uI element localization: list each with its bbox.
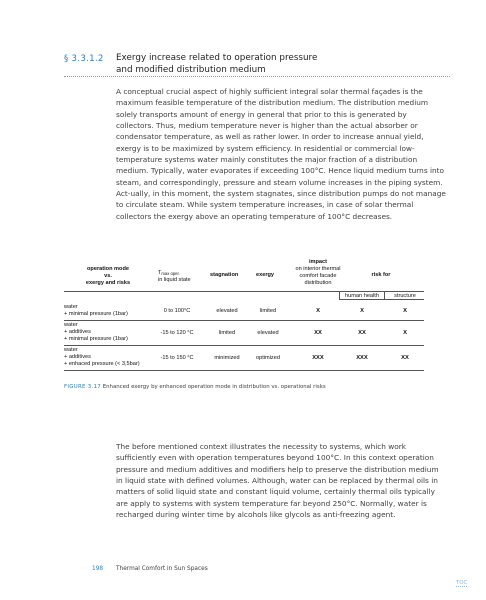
row-2-stagnation: limited (218, 330, 236, 336)
header-impact-line-3: comfort facade (299, 273, 337, 279)
table-rule (339, 299, 424, 300)
header-operation-mode (72, 266, 144, 287)
section-title-line-1: Exergy increase related to operation pressure (116, 53, 318, 63)
row-2-exergy: elevated (257, 330, 279, 336)
header-impact-line-2: on interior thermal (295, 266, 341, 272)
header-impact-line-4: distribution (304, 280, 332, 286)
header-mode-line-1: operation mode (87, 266, 129, 272)
header-risk-for: risk for (371, 272, 391, 278)
row-1-human-health: X (360, 308, 364, 314)
row-3-exergy: optimized (256, 355, 280, 361)
header-tmax-sub: max oper. (161, 270, 180, 276)
row-3-mode-line-2: + additives (64, 354, 91, 360)
header-impact-line-1: impact (308, 259, 328, 265)
header-mode-line-2: vs. (104, 273, 112, 279)
section-divider (64, 76, 450, 77)
figure-caption (64, 384, 326, 390)
section-number: § 3.3.1.2 (64, 53, 104, 63)
section-title (116, 52, 446, 76)
table-rule (64, 345, 424, 346)
figure-caption-text: Enhanced exergy by enhanced operation mode in distribution vs. operational risks (102, 384, 326, 390)
row-1-tmax: 0 to 100°C (163, 308, 191, 314)
page-number: 198 (92, 566, 104, 572)
table-rule (384, 291, 385, 299)
header-tmax (158, 269, 191, 284)
row-1-impact: X (316, 308, 320, 314)
table-rule (64, 320, 424, 321)
body-paragraph-1: A conceptual crucial aspect of highly sufficient integral solar thermal façades is the maximum feasible temperature of the distribution medium. The distribution medium solely transports amount of energy in general that prior to this is generated by collectors. Thus, medium temperature never is higher than the actual absorber or condensator temperature, as well as rather lower. In order to increase annual yield, exergy is to be maximized by system efficiency. In residential or commercial low-temperature systems water mainly constitutes the major fraction of a distribution medium. Typically, water evaporates if exceeding 100°C. Hence liquid medium turns into steam, and correspondingly, pressure and steam volume increases in the piping system. Act-ually, in this moment, the system stagnates, since distribution pumps do not manage to circulate steam. While system temperature increases, in case of solar thermal collectors the exergy above an operating temperature of 100°C decreases. (116, 87, 446, 221)
table-rule (64, 291, 424, 292)
row-3-mode-line-3: + enhaced pressure (< 3,5bar) (64, 361, 140, 367)
table-rule (64, 370, 424, 371)
row-2-structure: X (403, 330, 407, 336)
row-1-mode-line-2: + minimal pressure (1bar) (64, 311, 128, 317)
row-1-structure: X (403, 308, 407, 314)
row-1-mode (64, 304, 128, 318)
header-tmax-line-2: in liquid state (158, 277, 191, 283)
row-3-mode (64, 347, 140, 368)
row-3-impact: XXX (312, 355, 324, 361)
row-2-tmax: -15 to 120 °C (160, 330, 194, 336)
row-3-mode-line-1: water (64, 347, 78, 353)
row-1-exergy: limited (259, 308, 277, 314)
running-title: Thermal Comfort in Sun Spaces (116, 566, 208, 572)
table-rule (339, 291, 340, 299)
row-1-mode-line-1: water (64, 304, 78, 310)
exergy-risk-table (64, 258, 424, 370)
row-3-stagnation: minimized (214, 355, 240, 361)
row-2-mode-line-2: + additives (64, 329, 91, 335)
row-2-mode-line-3: + minimal pressure (1bar) (64, 336, 128, 342)
row-3-tmax: -15 to 150 °C (160, 355, 194, 361)
row-3-structure: XX (401, 355, 409, 361)
figure-label: FIGURE 3.17 (64, 384, 101, 390)
body-paragraph-2: The before mentioned context illustrates the necessity to systems, which work sufficiently even with operation temperatures beyond 100°C. In this context operation pressure and medium additives and modifiers help to preserve the distribution medium in liquid state with defined volumes. Although, water can be replaced by thermal oils in matters of solid liquid state and constant liquid volume, certainly thermal oils typically are apply to systems with system temperature far beyond 250°C. Normally, water is recharged during winter time by alcohols like glycols as anti-freezing agent. (116, 442, 439, 520)
toc-link[interactable]: TOC (456, 580, 468, 586)
row-3-human-health: XXX (356, 355, 368, 361)
row-2-human-health: XX (358, 330, 366, 336)
row-2-mode-line-1: water (64, 322, 78, 328)
header-structure: structure (394, 293, 416, 299)
row-2-impact: XX (314, 330, 322, 336)
section-title-line-2: and modified distribution medium (116, 65, 266, 75)
header-mode-line-3: exergy and risks (85, 280, 131, 286)
header-stagnation: stagnation (210, 272, 239, 278)
row-1-stagnation: elevated (216, 308, 238, 314)
header-tmax-symbol: T (158, 270, 162, 276)
row-2-mode (64, 322, 128, 343)
header-human-health: human health (345, 293, 379, 299)
header-exergy: exergy (256, 272, 275, 278)
